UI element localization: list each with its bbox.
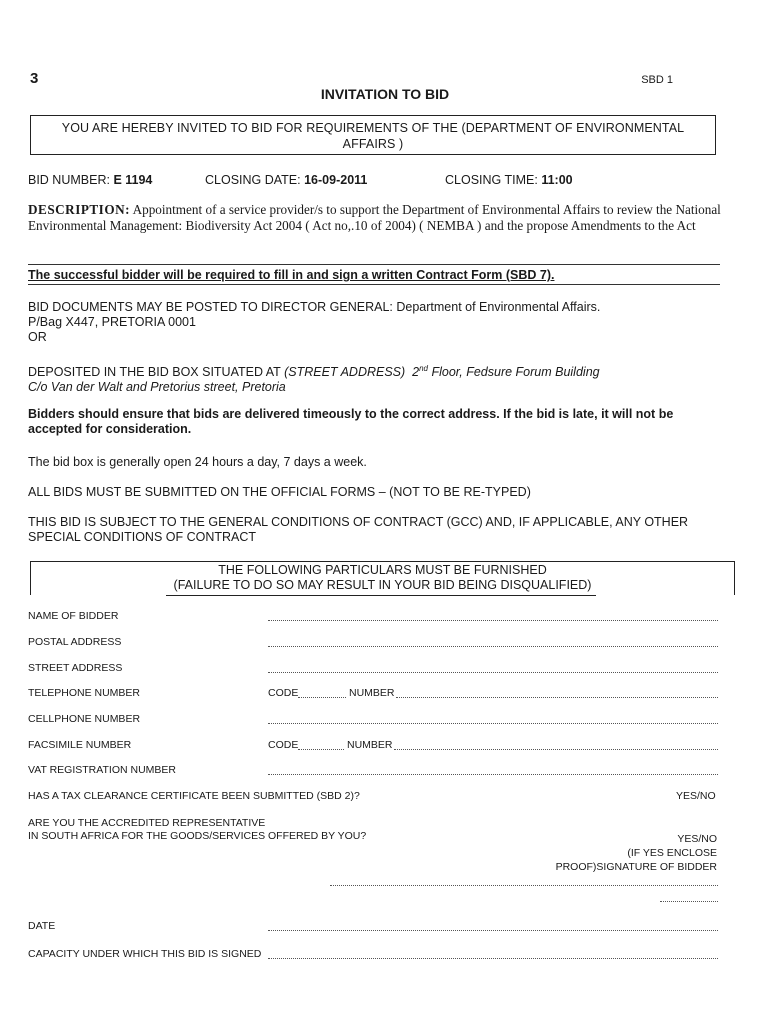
telephone-code-label: CODE <box>268 687 299 699</box>
facsimile-number-text: NUMBER <box>347 739 393 751</box>
facsimile-number-label: FACSIMILE NUMBER <box>28 739 132 751</box>
name-of-bidder-field[interactable] <box>268 620 718 621</box>
cellphone-number-label: CELLPHONE NUMBER <box>28 713 141 725</box>
postal-address-label: POSTAL ADDRESS <box>28 636 122 648</box>
conditions-line-2: SPECIAL CONDITIONS OF CONTRACT <box>28 530 257 544</box>
facsimile-code-label: CODE <box>268 739 299 751</box>
closing-time <box>445 173 573 187</box>
postal-address-field[interactable] <box>268 646 718 647</box>
accredited-line-2: IN SOUTH AFRICA FOR THE GOODS/SERVICES OFFERED BY YOU? <box>28 830 367 842</box>
date-field[interactable] <box>268 930 718 931</box>
deposit-floor-num: 2 <box>412 365 420 380</box>
cellphone-number-field[interactable] <box>268 723 718 724</box>
deposit-floor-sup: nd <box>419 364 428 373</box>
vat-registration-label: VAT REGISTRATION NUMBER <box>28 764 176 776</box>
posting-line-3: OR <box>28 330 47 344</box>
closing-time-value: 11:00 <box>541 173 573 187</box>
closing-date-value: 16-09-2011 <box>304 173 368 187</box>
closing-time-label: CLOSING TIME: <box>445 173 538 187</box>
invitation-line-1: YOU ARE HEREBY INVITED TO BID FOR REQUIREMENTS OF THE (DEPARTMENT OF ENVIRONMENTAL <box>61 121 685 135</box>
accredited-question <box>28 817 366 843</box>
signature-field[interactable] <box>330 885 718 886</box>
vat-registration-field[interactable] <box>268 774 718 775</box>
particulars-box <box>30 561 735 595</box>
signature-field-continued[interactable] <box>660 901 718 902</box>
particulars-line-2: (FAILURE TO DO SO MAY RESULT IN YOUR BID BEING DISQUALIFIED) <box>173 578 592 592</box>
description-text: Appointment of a service provider/s to support the Department of Environmental Affairs to review the National Environmental Management: Biodiversity Act 2004 ( Act no,.10 of 2004) ( NEMBA ) and the propose Amendments to the Act <box>28 202 721 233</box>
telephone-number-field[interactable] <box>396 697 718 698</box>
capacity-label: CAPACITY UNDER WHICH THIS BID IS SIGNED <box>28 948 262 960</box>
telephone-number-text: NUMBER <box>349 687 395 699</box>
divider-bottom <box>28 284 720 285</box>
accredited-yes-no[interactable]: YES/NO <box>677 833 717 845</box>
closing-date-label: CLOSING DATE: <box>205 173 301 187</box>
page-number: 3 <box>30 70 39 87</box>
bid-box-hours: The bid box is generally open 24 hours a day, 7 days a week. <box>28 455 367 469</box>
official-forms-notice: ALL BIDS MUST BE SUBMITTED ON THE OFFICIAL FORMS – (NOT TO BE RE-TYPED) <box>28 485 531 499</box>
bid-number-value: E 1194 <box>113 173 153 187</box>
posting-address <box>28 300 728 345</box>
deposit-line-2: C/o Van der Walt and Pretorius street, Pretoria <box>28 380 286 395</box>
contract-notice: The successful bidder will be required to fill in and sign a written Contract Form (SBD 7). <box>28 268 555 282</box>
deposit-address <box>28 361 728 395</box>
facsimile-number-field[interactable] <box>394 749 718 750</box>
name-of-bidder-label: NAME OF BIDDER <box>28 610 119 622</box>
page-title: INVITATION TO BID <box>320 86 450 102</box>
telephone-code-field[interactable] <box>298 697 346 698</box>
particulars-underline <box>166 595 596 596</box>
posting-line-2: P/Bag X447, PRETORIA 0001 <box>28 315 196 329</box>
street-address-field[interactable] <box>268 672 718 673</box>
form-code: SBD 1 <box>641 74 673 86</box>
deposit-floor-rest: Floor, Fedsure Forum Building <box>431 365 600 380</box>
telephone-number-label: TELEPHONE NUMBER <box>28 687 141 699</box>
capacity-field[interactable] <box>268 958 718 959</box>
bid-number <box>28 173 152 187</box>
posting-line-1: BID DOCUMENTS MAY BE POSTED TO DIRECTOR GENERAL: Department of Environmental Affairs. <box>28 300 601 314</box>
bid-number-label: BID NUMBER: <box>28 173 110 187</box>
late-bid-warning: Bidders should ensure that bids are delivered timeously to the correct address. If the bid is late, it will not be accepted for consideration. <box>28 407 674 436</box>
accredited-answer <box>556 832 717 874</box>
conditions-notice <box>28 515 728 545</box>
deposit-street-label: (STREET ADDRESS) <box>284 365 406 380</box>
invitation-line-2: AFFAIRS ) <box>342 137 404 151</box>
date-label: DATE <box>28 920 56 932</box>
description <box>28 202 723 233</box>
facsimile-code-field[interactable] <box>298 749 344 750</box>
conditions-line-1: THIS BID IS SUBJECT TO THE GENERAL CONDITIONS OF CONTRACT (GCC) AND, IF APPLICABLE, ANY OTHER <box>28 515 689 529</box>
closing-date <box>205 173 367 187</box>
accredited-line-1: ARE YOU THE ACCREDITED REPRESENTATIVE <box>28 817 266 829</box>
deposit-prefix: DEPOSITED IN THE BID BOX SITUATED AT <box>28 365 281 380</box>
invitation-box <box>30 115 716 155</box>
enclose-line-1: (IF YES ENCLOSE <box>627 847 717 859</box>
particulars-line-1: THE FOLLOWING PARTICULARS MUST BE FURNISHED <box>218 563 547 577</box>
description-label: DESCRIPTION: <box>28 202 130 217</box>
street-address-label: STREET ADDRESS <box>28 662 123 674</box>
divider-top <box>28 264 720 265</box>
tax-clearance-question: HAS A TAX CLEARANCE CERTIFICATE BEEN SUBMITTED (SBD 2)? <box>28 790 360 802</box>
signature-label: PROOF)SIGNATURE OF BIDDER <box>555 861 717 873</box>
tax-clearance-yes-no[interactable]: YES/NO <box>676 790 716 802</box>
